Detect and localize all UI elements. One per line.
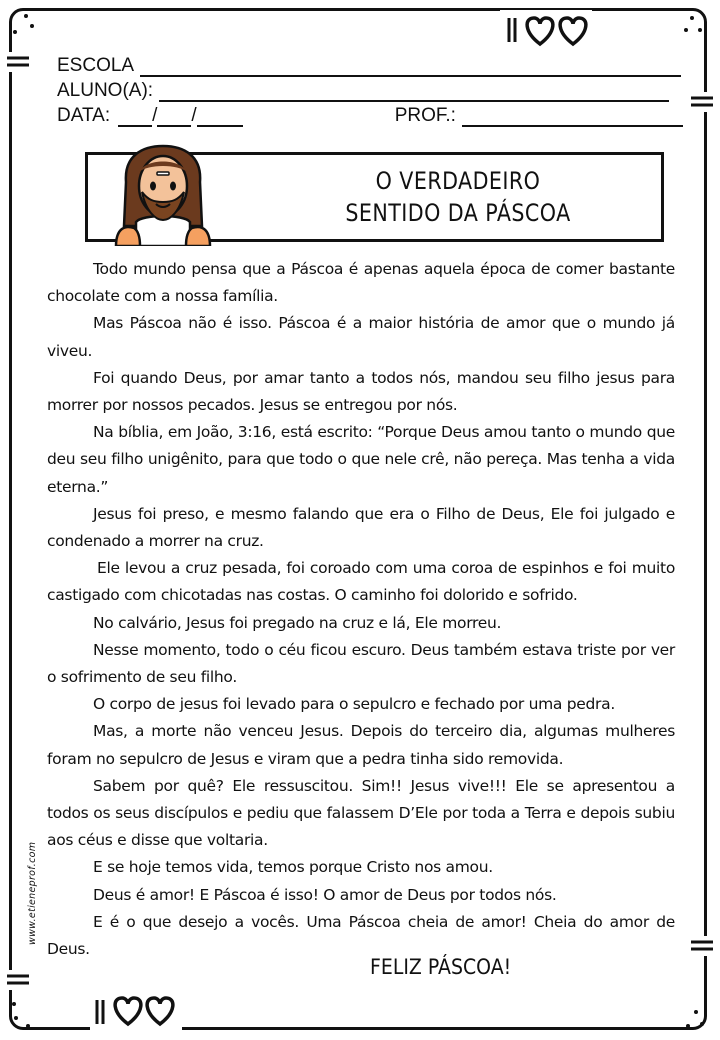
hearts-top-icon [500,10,592,50]
tick-right-top-icon [688,92,716,112]
closing-greeting: FELIZ PÁSCOA! [370,955,512,979]
paragraph: E é o que desejo a vocês. Uma Páscoa cheia de amor! Cheia do amor de Deus. [47,912,675,959]
title-line-2: SENTIDO DA PÁSCOA [345,199,571,227]
paragraph: O corpo de jesus foi levado para o sepulcro e fechado por uma pedra. [93,695,615,714]
paragraph: Foi quando Deus, por amar tanto a todos nós, mandou seu filho jesus para morrer por nossos pecados. Jesus se entregou por nós. [47,368,675,415]
paragraph: Nesse momento, todo o céu ficou escuro. Deus também estava triste por ver o sofrimento de seu filho. [47,640,675,687]
date-separator: / [191,105,197,126]
student-header [57,52,683,127]
paragraph: Mas, a morte não venceu Jesus. Depois do terceiro dia, algumas mulheres foram no sepulcro de Jesus e viram que a pedra tinha sido removida. [47,722,675,768]
tick-left-bottom-icon [4,970,32,990]
page-title [286,165,630,229]
side-watermark: www.etieneprof.com [27,841,38,945]
title-line-1: O VERDADEIRO [375,167,541,195]
aluno-label: ALUNO(A): [57,80,154,101]
hearts-bottom-icon [90,990,182,1030]
escola-label: ESCOLA [57,55,135,76]
jesus-illustration [112,142,214,246]
aluno-field[interactable] [159,82,669,102]
paragraph: Ele levou a cruz pesada, foi coroado com uma coroa de espinhos e foi muito castigado com chicotadas nas costas. O caminho foi dolorido e sofrido. [47,559,675,605]
date-year-field[interactable] [197,107,243,127]
paragraph: Na bíblia, em João, 3:16, está escrito: “Porque Deus amou tanto o mundo que deu seu filho unigênito, para que todo o que nele crê, não pereça. Mas tenha a vida eterna.” [47,423,675,496]
story-text [47,256,675,963]
paragraph: Jesus foi preso, e mesmo falando que era o Filho de Deus, Ele foi julgado e condenado a morrer na cruz. [47,504,675,551]
paragraph: Sabem por quê? Ele ressuscitou. Sim!! Jesus vive!!! Ele se apresentou a todos os seus discípulos e pediu que falassem D’Ele por toda a Terra e depois subiu aos céus e disse que voltaria. [47,776,675,850]
tick-right-bottom-icon [688,936,716,956]
prof-label: PROF.: [394,105,456,126]
tick-left-top-icon [4,52,32,72]
paragraph: Todo mundo pensa que a Páscoa é apenas aquela época de comer bastante chocolate com a nossa família. [47,260,675,306]
escola-field[interactable] [140,57,681,77]
paragraph: Deus é amor! E Páscoa é isso! O amor de Deus por todos nós. [93,885,557,904]
paragraph: No calvário, Jesus foi pregado na cruz e lá, Ele morreu. [93,613,502,632]
date-month-field[interactable] [157,107,191,127]
paragraph: E se hoje temos vida, temos porque Cristo nos amou. [93,858,493,877]
date-day-field[interactable] [118,107,152,127]
prof-field[interactable] [462,107,683,127]
date-separator: / [152,105,158,126]
data-label: DATA: [57,105,111,126]
paragraph: Mas Páscoa não é isso. Páscoa é a maior história de amor que o mundo já viveu. [47,314,675,360]
